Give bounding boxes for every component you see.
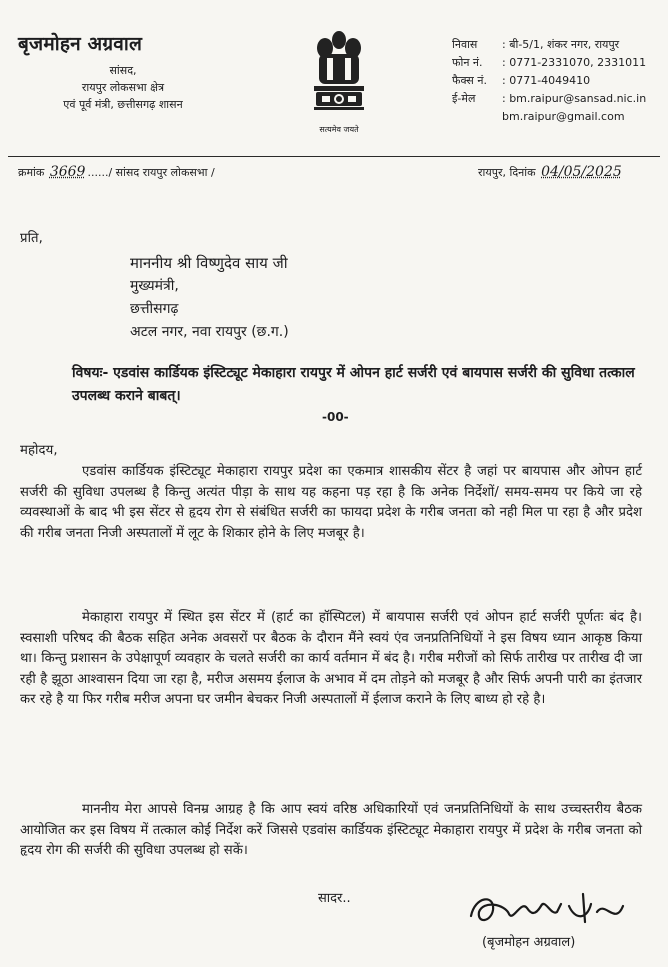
addressee-line: अटल नगर, नवा रायपुर (छ.ग.) — [130, 324, 289, 340]
paragraph-text: एडवांस कार्डियक इंस्टिट्यूट मेकाहारा रायपुर प्रदेश का एकमात्र शासकीय सेंटर है जहां पर बायपास और ओपन हार्ट सर्जरी की सुविधा उपलब्ध है किन्तु अत्यंत पीड़ा के साथ यह कहना पड़ रहा है कि अनेक निर्देशों/ समय-समय पर किये जा रहे व्यवस्थाओं के बाद भी इस सेंटर से हृदय रोग से संबंधित सर्जरी का फायदा प्रदेश के गरीब जनता को नही मिल पा रहा है और प्रदेश की गरीब जनता निजी अस्पतालों में लूट के शिकार होने के लिए मजबूर है। — [20, 464, 642, 541]
contact-label: फोन नं. — [452, 56, 483, 69]
closing: सादर.. — [318, 891, 351, 906]
letterhead-contacts — [452, 36, 664, 126]
letterhead-divider — [8, 156, 660, 157]
contact-phone — [452, 54, 664, 72]
contact-label: फैक्स नं. — [452, 74, 487, 87]
signature-icon — [465, 886, 635, 936]
paragraph — [20, 608, 642, 711]
reference-prefix: क्रमांक — [18, 166, 45, 179]
contact-address — [452, 36, 664, 54]
contact-value: bm.raipur@gmail.com — [502, 110, 625, 123]
letter-date: 04/05/2025 — [541, 164, 622, 180]
subject-line — [72, 362, 650, 408]
contact-fax — [452, 72, 664, 90]
contact-value: : bm.raipur@sansad.nic.in — [502, 92, 647, 105]
contact-label: निवास — [452, 38, 478, 51]
addressee-block — [130, 252, 289, 344]
date-prefix: रायपुर, दिनांक — [478, 166, 536, 179]
contact-value: : बी-5/1, शंकर नगर, रायपुर — [502, 38, 620, 51]
subject-text: एडवांस कार्डियक इंस्टिट्यूट मेकाहारा रायपुर में ओपन हार्ट सर्जरी एवं बायपास सर्जरी की सुविधा तत्काल उपलब्ध कराने बाबत्। — [72, 365, 635, 404]
contact-value: : 0771-4049410 — [502, 74, 591, 87]
salutation: महोदय, — [20, 443, 58, 458]
sender-designation: सांसद, — [109, 64, 137, 77]
national-emblem — [305, 26, 373, 135]
paragraph-text: माननीय मेरा आपसे विनम्र आग्रह है कि आप स्वयं वरिष्ठ अधिकारियों एवं जनप्रतिनिधियों के साथ उच्चस्तरीय बैठक आयोजित कर इस विषय में तत्काल कोई निर्देश करें जिससे एडवांस कार्डियक इंस्टिट्यूट मेकाहारा रायपुर में प्रदेश के गरीब जनता को हृदय रोग की सर्जरी की सुविधा उपलब्ध हो सकें। — [20, 802, 642, 859]
addressee-name: माननीय श्री विष्णुदेव साय जी — [130, 254, 288, 272]
paragraph — [20, 800, 642, 862]
lion-capital-icon — [308, 26, 370, 122]
addressee-line: छत्तीसगढ़ — [130, 301, 179, 317]
addressee-line: मुख्यमंत्री, — [130, 278, 179, 294]
subject-label: विषयः- — [72, 365, 109, 381]
paragraph-text: मेकाहारा रायपुर में स्थित इस सेंटर में (हार्ट का हॉस्पिटल) में बायपास सर्जरी एवं ओपन हार्ट सर्जरी पूर्णतः बंद है। स्वसाशी परिषद की बैठक सहित अनेक अवसरों पर बैठक के दौरान मैंने स्वयं एंव जनप्रतिनिधियों ने इस विषय ध्यान आकृष्ठ किया था। किन्तु प्रशासन के उपेक्षापूर्ण व्यवहार के चलते सर्जरी का कार्य वर्तमान में बंद है। गरीब मरीजों को सिर्फ तारीख पर तारीख दी जा रही है झूठा आश्वासन दिया जा रहा है, मरीज असमय ईलाज के अभाव में दम तोड़ने को मजबूर है और सिर्फ अपनी पारी का इंतजार कर रहे है या फिर गरीब मरीज अपना घर जमीन बेचकर निजी अस्पतालों में ईलाज कराने के लिए बाध्य हो रहे है। — [20, 610, 642, 708]
prati-label: प्रति, — [20, 231, 43, 246]
contact-email-alt — [452, 108, 664, 126]
emblem-motto: सत्यमेव जयते — [319, 125, 359, 134]
reference-line — [18, 164, 215, 180]
paragraph — [20, 462, 642, 544]
contact-email — [452, 90, 664, 108]
contact-value: : 0771-2331070, 2331011 — [502, 56, 647, 69]
sender-constituency: रायपुर लोकसभा क्षेत्र — [81, 81, 165, 94]
reference-number: 3669 — [49, 164, 86, 180]
contact-label: ई-मेल — [452, 92, 476, 105]
subject-divider: -00- — [322, 410, 349, 424]
reference-suffix: ....../ सांसद रायपुर लोकसभा / — [87, 166, 215, 179]
letterhead-sender — [18, 30, 228, 113]
sender-name: बृजमोहन अग्रवाल — [18, 33, 143, 55]
contact-label — [452, 108, 502, 126]
sender-former-post: एवं पूर्व मंत्री, छत्तीसगढ़ शासन — [63, 98, 183, 111]
date-line — [478, 164, 624, 180]
signatory-name: (बृजमोहन अग्रवाल) — [482, 935, 576, 950]
